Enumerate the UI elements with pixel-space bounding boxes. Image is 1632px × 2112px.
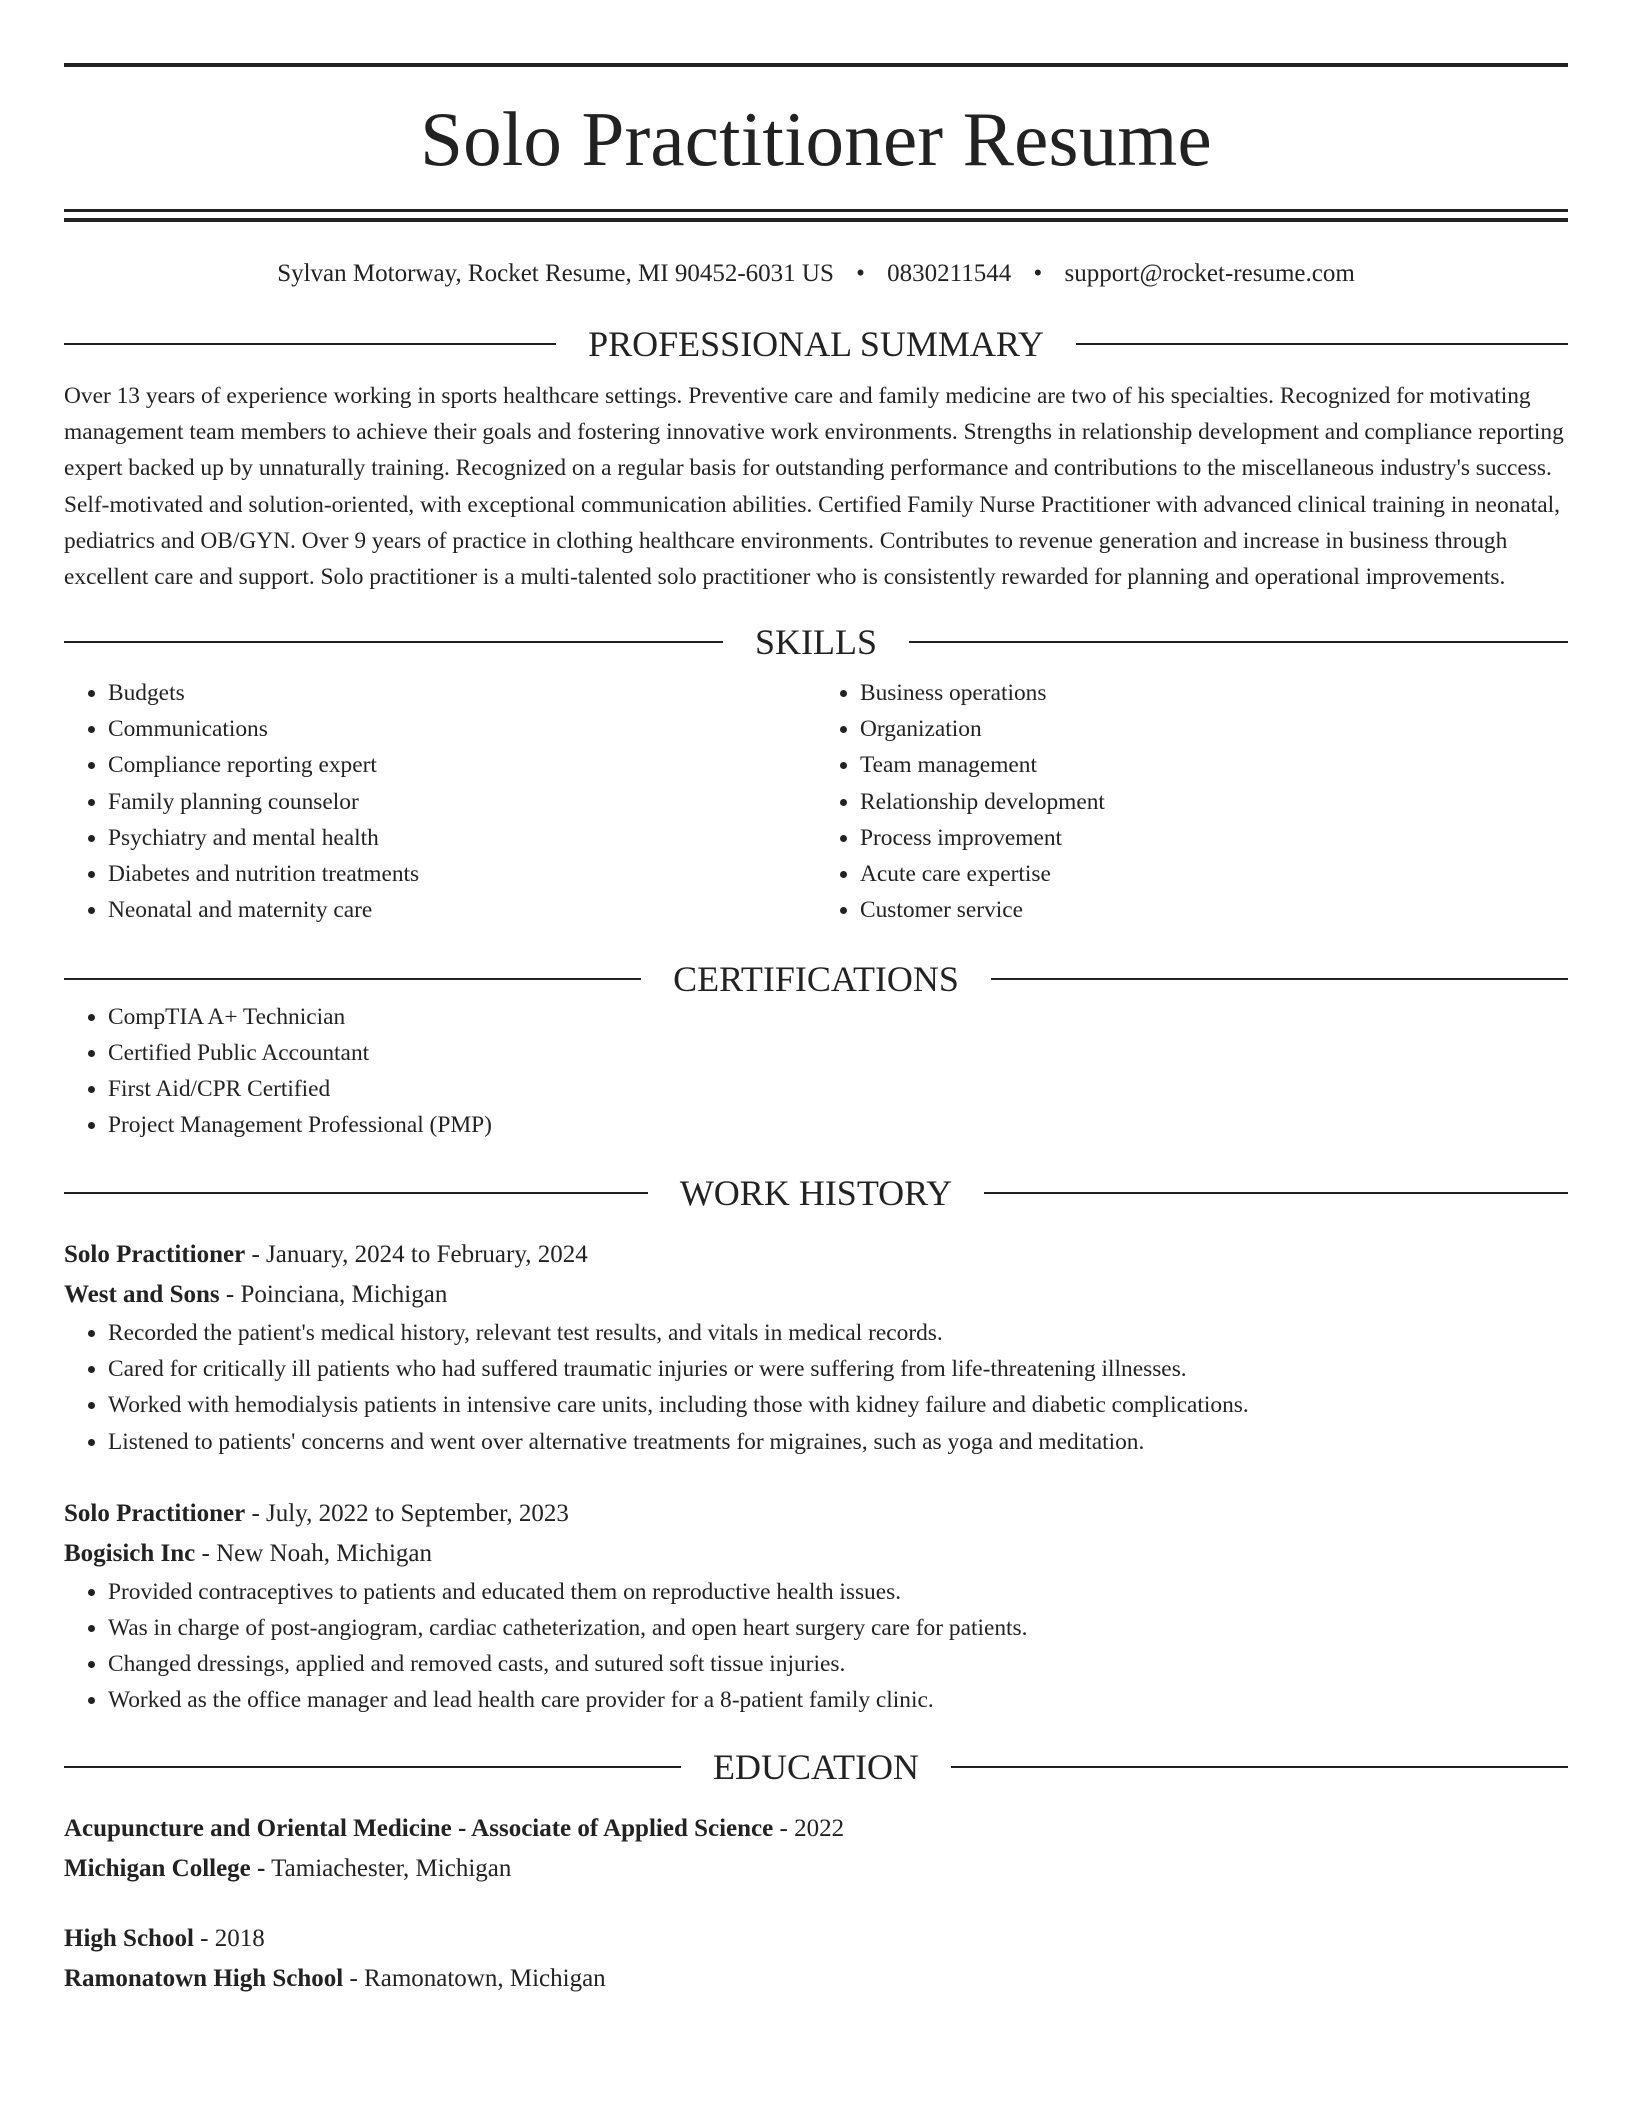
skill-item: • Process improvement bbox=[860, 820, 1568, 856]
skill-item: • Communications bbox=[108, 711, 816, 747]
education-school-line bbox=[64, 1959, 1568, 1999]
job-duties-list bbox=[64, 1574, 1568, 1718]
job-location: - New Noah, Michigan bbox=[195, 1539, 433, 1567]
skills-columns bbox=[64, 675, 1568, 928]
skill-item: • Budgets bbox=[108, 675, 816, 711]
education-degree-line bbox=[64, 1919, 1568, 1959]
heading-rule-right bbox=[1076, 343, 1568, 345]
job-duty-item: • Worked with hemodialysis patients in intensive care units, including those with kidney failure and diabetic complications. bbox=[108, 1387, 1568, 1423]
heading-rule-right bbox=[951, 1766, 1568, 1768]
contact-phone: 0830211544 bbox=[887, 260, 1012, 287]
skill-item: • Compliance reporting expert bbox=[108, 747, 816, 783]
certification-item: • CompTIA A+ Technician bbox=[108, 999, 1568, 1035]
education-school-line bbox=[64, 1849, 1568, 1889]
skill-item: • Organization bbox=[860, 711, 1568, 747]
summary-section-heading bbox=[64, 324, 1568, 364]
heading-rule-left bbox=[64, 641, 723, 643]
skill-item: • Relationship development bbox=[860, 784, 1568, 820]
skill-item: • Psychiatry and mental health bbox=[108, 820, 816, 856]
job-duty-item: • Recorded the patient's medical history, relevant test results, and vitals in medical records. bbox=[108, 1315, 1568, 1351]
education-section-heading bbox=[64, 1747, 1568, 1787]
skills-list-left bbox=[64, 675, 816, 928]
education-entry bbox=[64, 1809, 1568, 1889]
work-history-section-heading bbox=[64, 1173, 1568, 1213]
heading-rule-left bbox=[64, 343, 556, 345]
skill-item: • Acute care expertise bbox=[860, 856, 1568, 892]
job-company-line bbox=[64, 1534, 1568, 1574]
skills-list-right bbox=[816, 675, 1568, 928]
job-duty-item: • Worked as the office manager and lead health care provider for a 8-patient family clinic. bbox=[108, 1682, 1568, 1718]
skill-item: • Business operations bbox=[860, 675, 1568, 711]
skill-item: • Team management bbox=[860, 747, 1568, 783]
heading-rule-right bbox=[909, 641, 1568, 643]
title-double-rule bbox=[64, 209, 1568, 222]
certification-item: • First Aid/CPR Certified bbox=[108, 1071, 1568, 1107]
job-duty-item: • Cared for critically ill patients who had suffered traumatic injuries or were suffering from life-threatening illnesses. bbox=[108, 1351, 1568, 1387]
summary-heading-label: PROFESSIONAL SUMMARY bbox=[588, 324, 1044, 364]
job-duties-list bbox=[64, 1315, 1568, 1459]
top-rule bbox=[64, 63, 1568, 67]
job-entry bbox=[64, 1235, 1568, 1459]
resume-page bbox=[64, 0, 1568, 1999]
education-school: Michigan College - bbox=[64, 1855, 266, 1882]
summary-paragraph: Over 13 years of experience working in sports healthcare settings. Preventive care and family medicine are two of his specialties. Recognized for motivating management team members to achieve their goals and fostering innovative work environments. Strengths in relationship development and compliance reporting expert backed up by unnaturally training. Recognized on a regular basis for outstanding performance and contributions to the miscellaneous industry's success. Self-motivated and solution-oriented, with exceptional communication abilities. Certified Family Nurse Practitioner with advanced clinical training in neonatal, pediatrics and OB/GYN. Over 9 years of practice in clothing healthcare environments. Contributes to revenue generation and increase in business through excellent care and support. Solo practitioner is a multi-talented solo practitioner who is consistently rewarded for planning and operational improvements. bbox=[64, 383, 1564, 591]
certifications-list bbox=[64, 999, 1568, 1143]
job-company: Bogisich Inc bbox=[64, 1539, 196, 1567]
education-year: - 2022 bbox=[773, 1815, 845, 1842]
work-history-heading-label: WORK HISTORY bbox=[679, 1173, 953, 1214]
job-entry bbox=[64, 1494, 1568, 1718]
education-school: Ramonatown High School bbox=[64, 1965, 344, 1992]
job-dates: - January, 2024 to February, 2024 bbox=[245, 1241, 588, 1269]
job-company-line bbox=[64, 1275, 1568, 1315]
contact-separator: • bbox=[856, 260, 865, 287]
heading-rule-left bbox=[64, 1192, 648, 1194]
skill-item: • Diabetes and nutrition treatments bbox=[108, 856, 816, 892]
heading-rule-left bbox=[64, 1766, 681, 1768]
heading-rule-left bbox=[64, 978, 641, 980]
education-location: - Ramonatown, Michigan bbox=[343, 1965, 606, 1992]
skills-heading-label: SKILLS bbox=[755, 622, 878, 663]
education-entry bbox=[64, 1919, 1568, 1999]
skills-section-heading bbox=[64, 622, 1568, 662]
job-location: - Poinciana, Michigan bbox=[219, 1281, 448, 1309]
heading-rule-right bbox=[984, 1192, 1568, 1194]
heading-rule-right bbox=[991, 978, 1568, 980]
skill-item: • Family planning counselor bbox=[108, 784, 816, 820]
education-degree-line bbox=[64, 1809, 1568, 1849]
contact-separator: • bbox=[1033, 260, 1043, 287]
resume-title: Solo Practitioner Resume bbox=[420, 96, 1212, 182]
job-company: West and Sons bbox=[64, 1281, 220, 1309]
job-title-line bbox=[64, 1494, 1568, 1534]
job-duty-item: • Changed dressings, applied and removed casts, and sutured soft tissue injuries. bbox=[108, 1646, 1568, 1682]
education-degree: High School bbox=[64, 1925, 194, 1952]
job-title: Solo Practitioner bbox=[64, 1499, 246, 1527]
education-degree: Acupuncture and Oriental Medicine - Associate of Applied Science bbox=[64, 1815, 774, 1842]
job-title: Solo Practitioner bbox=[64, 1241, 246, 1269]
certifications-heading-label: CERTIFICATIONS bbox=[673, 958, 959, 999]
job-duty-item: • Listened to patients' concerns and went over alternative treatments for migraines, such as yoga and meditation. bbox=[108, 1424, 1568, 1460]
contact-email: support@rocket-resume.com bbox=[1064, 260, 1355, 287]
education-year: - 2018 bbox=[193, 1925, 265, 1952]
education-location: Tamiachester, Michigan bbox=[265, 1855, 512, 1882]
contact-address: Sylvan Motorway, Rocket Resume, MI 90452-6031 US bbox=[277, 260, 834, 287]
certification-item: • Certified Public Accountant bbox=[108, 1035, 1568, 1071]
job-title-line bbox=[64, 1235, 1568, 1275]
skill-item: • Neonatal and maternity care bbox=[108, 892, 816, 928]
certification-item: • Project Management Professional (PMP) bbox=[108, 1107, 1568, 1143]
certifications-section-heading bbox=[64, 959, 1568, 999]
education-heading-label: EDUCATION bbox=[713, 1747, 919, 1787]
job-duty-item: • Was in charge of post-angiogram, cardiac catheterization, and open heart surgery care for patients. bbox=[108, 1610, 1568, 1646]
job-dates: - July, 2022 to September, 2023 bbox=[245, 1499, 569, 1527]
skill-item: • Customer service bbox=[860, 892, 1568, 928]
job-duty-item: • Provided contraceptives to patients and educated them on reproductive health issues. bbox=[108, 1574, 1568, 1610]
contact-line bbox=[64, 259, 1568, 289]
